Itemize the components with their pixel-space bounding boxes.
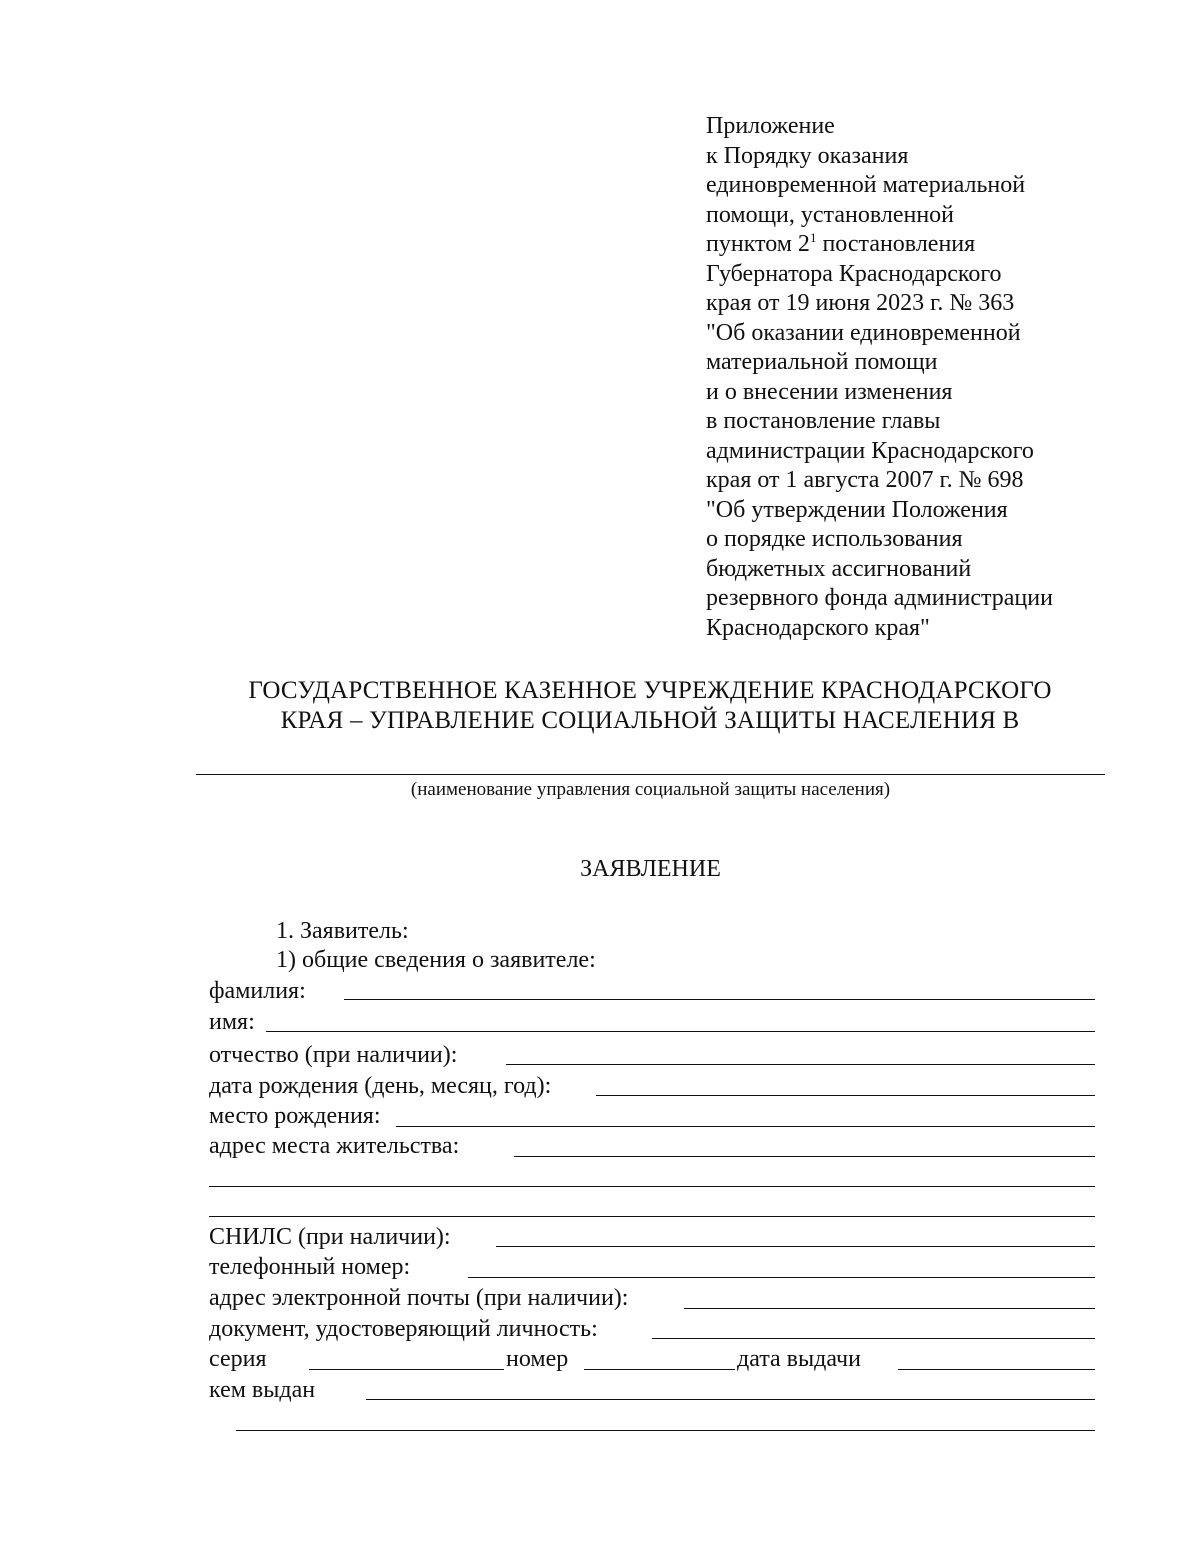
- surname-label: фамилия:: [209, 978, 306, 1004]
- patronymic-label: отчество (при наличии):: [209, 1042, 458, 1068]
- superscript: 1: [809, 230, 817, 245]
- organization-name-field[interactable]: [196, 774, 1105, 775]
- snils-label: СНИЛС (при наличии):: [209, 1224, 451, 1250]
- appendix-line: к Порядку оказания: [706, 142, 909, 169]
- organization-line: ГОСУДАРСТВЕННОЕ КАЗЕННОЕ УЧРЕЖДЕНИЕ КРАСНОДАРСКОГО: [248, 677, 1052, 704]
- address-field-continued[interactable]: [209, 1186, 1095, 1187]
- appendix-line: в постановление главы: [706, 408, 941, 434]
- phone-label: телефонный номер:: [209, 1254, 411, 1280]
- address-field[interactable]: [514, 1156, 1095, 1157]
- id-document-label: документ, удостоверяющий личность:: [209, 1316, 598, 1342]
- subsection-heading: 1) общие сведения о заявителе:: [276, 947, 596, 973]
- appendix-line: помощи, установленной: [706, 201, 955, 228]
- section-heading: 1. Заявитель:: [276, 918, 409, 944]
- appendix-line: и о внесении изменения: [706, 378, 953, 405]
- appendix-line: Приложение: [706, 113, 835, 139]
- email-label: адрес электронной почты (при наличии):: [209, 1285, 629, 1311]
- organization-line: КРАЯ – УПРАВЛЕНИЕ СОЦИАЛЬНОЙ ЗАЩИТЫ НАСЕЛЕНИЯ В: [280, 707, 1020, 734]
- appendix-line: Краснодарского края": [706, 614, 930, 641]
- id-document-field[interactable]: [652, 1338, 1095, 1339]
- appendix-line: края от 19 июня 2023 г. № 363: [706, 290, 1015, 316]
- snils-field[interactable]: [496, 1246, 1095, 1247]
- organization-heading: [190, 676, 1110, 736]
- issue-date-label: дата выдачи: [737, 1346, 861, 1372]
- appendix-line: единовременной материальной: [706, 172, 1026, 198]
- appendix-line: администрации Краснодарского: [706, 437, 1034, 464]
- patronymic-field[interactable]: [506, 1064, 1095, 1065]
- name-label: имя:: [209, 1009, 255, 1035]
- appendix-line: о порядке использования: [706, 526, 963, 552]
- appendix-line: края от 1 августа 2007 г. № 698: [706, 467, 1024, 493]
- name-field[interactable]: [266, 1031, 1095, 1032]
- number-label: номер: [506, 1346, 569, 1372]
- issued-by-label: кем выдан: [209, 1377, 316, 1403]
- birth-place-field[interactable]: [396, 1126, 1095, 1127]
- number-field[interactable]: [584, 1369, 735, 1370]
- organization-caption: (наименование управления социальной защиты населения): [410, 779, 891, 800]
- address-field-continued[interactable]: [209, 1216, 1095, 1217]
- issued-by-field-continued[interactable]: [236, 1430, 1095, 1431]
- document-title: ЗАЯВЛЕНИЕ: [580, 856, 721, 882]
- birth-place-label: место рождения:: [209, 1103, 381, 1129]
- address-label: адрес места жительства:: [209, 1133, 460, 1159]
- phone-field[interactable]: [468, 1277, 1095, 1278]
- email-field[interactable]: [684, 1308, 1095, 1309]
- birth-date-field[interactable]: [596, 1095, 1095, 1096]
- appendix-line: бюджетных ассигнований: [706, 555, 972, 582]
- issue-date-field[interactable]: [898, 1369, 1095, 1370]
- appendix-line: резервного фонда администрации: [706, 585, 1053, 611]
- series-label: серия: [209, 1346, 267, 1372]
- appendix-line: "Об оказании единовременной: [706, 319, 1021, 346]
- appendix-line: Губернатора Краснодарского: [706, 260, 1002, 287]
- appendix-line-tail: постановления: [816, 231, 976, 257]
- appendix-line-clause: [706, 230, 1146, 260]
- surname-field[interactable]: [344, 999, 1095, 1000]
- appendix-line: материальной помощи: [706, 349, 938, 375]
- issued-by-field[interactable]: [366, 1399, 1095, 1400]
- appendix-line: "Об утверждении Положения: [706, 496, 1008, 523]
- series-field[interactable]: [309, 1369, 504, 1370]
- appendix-line: пунктом 2: [706, 231, 810, 257]
- birth-date-label: дата рождения (день, месяц, год):: [209, 1073, 552, 1099]
- appendix-header: [706, 112, 1146, 643]
